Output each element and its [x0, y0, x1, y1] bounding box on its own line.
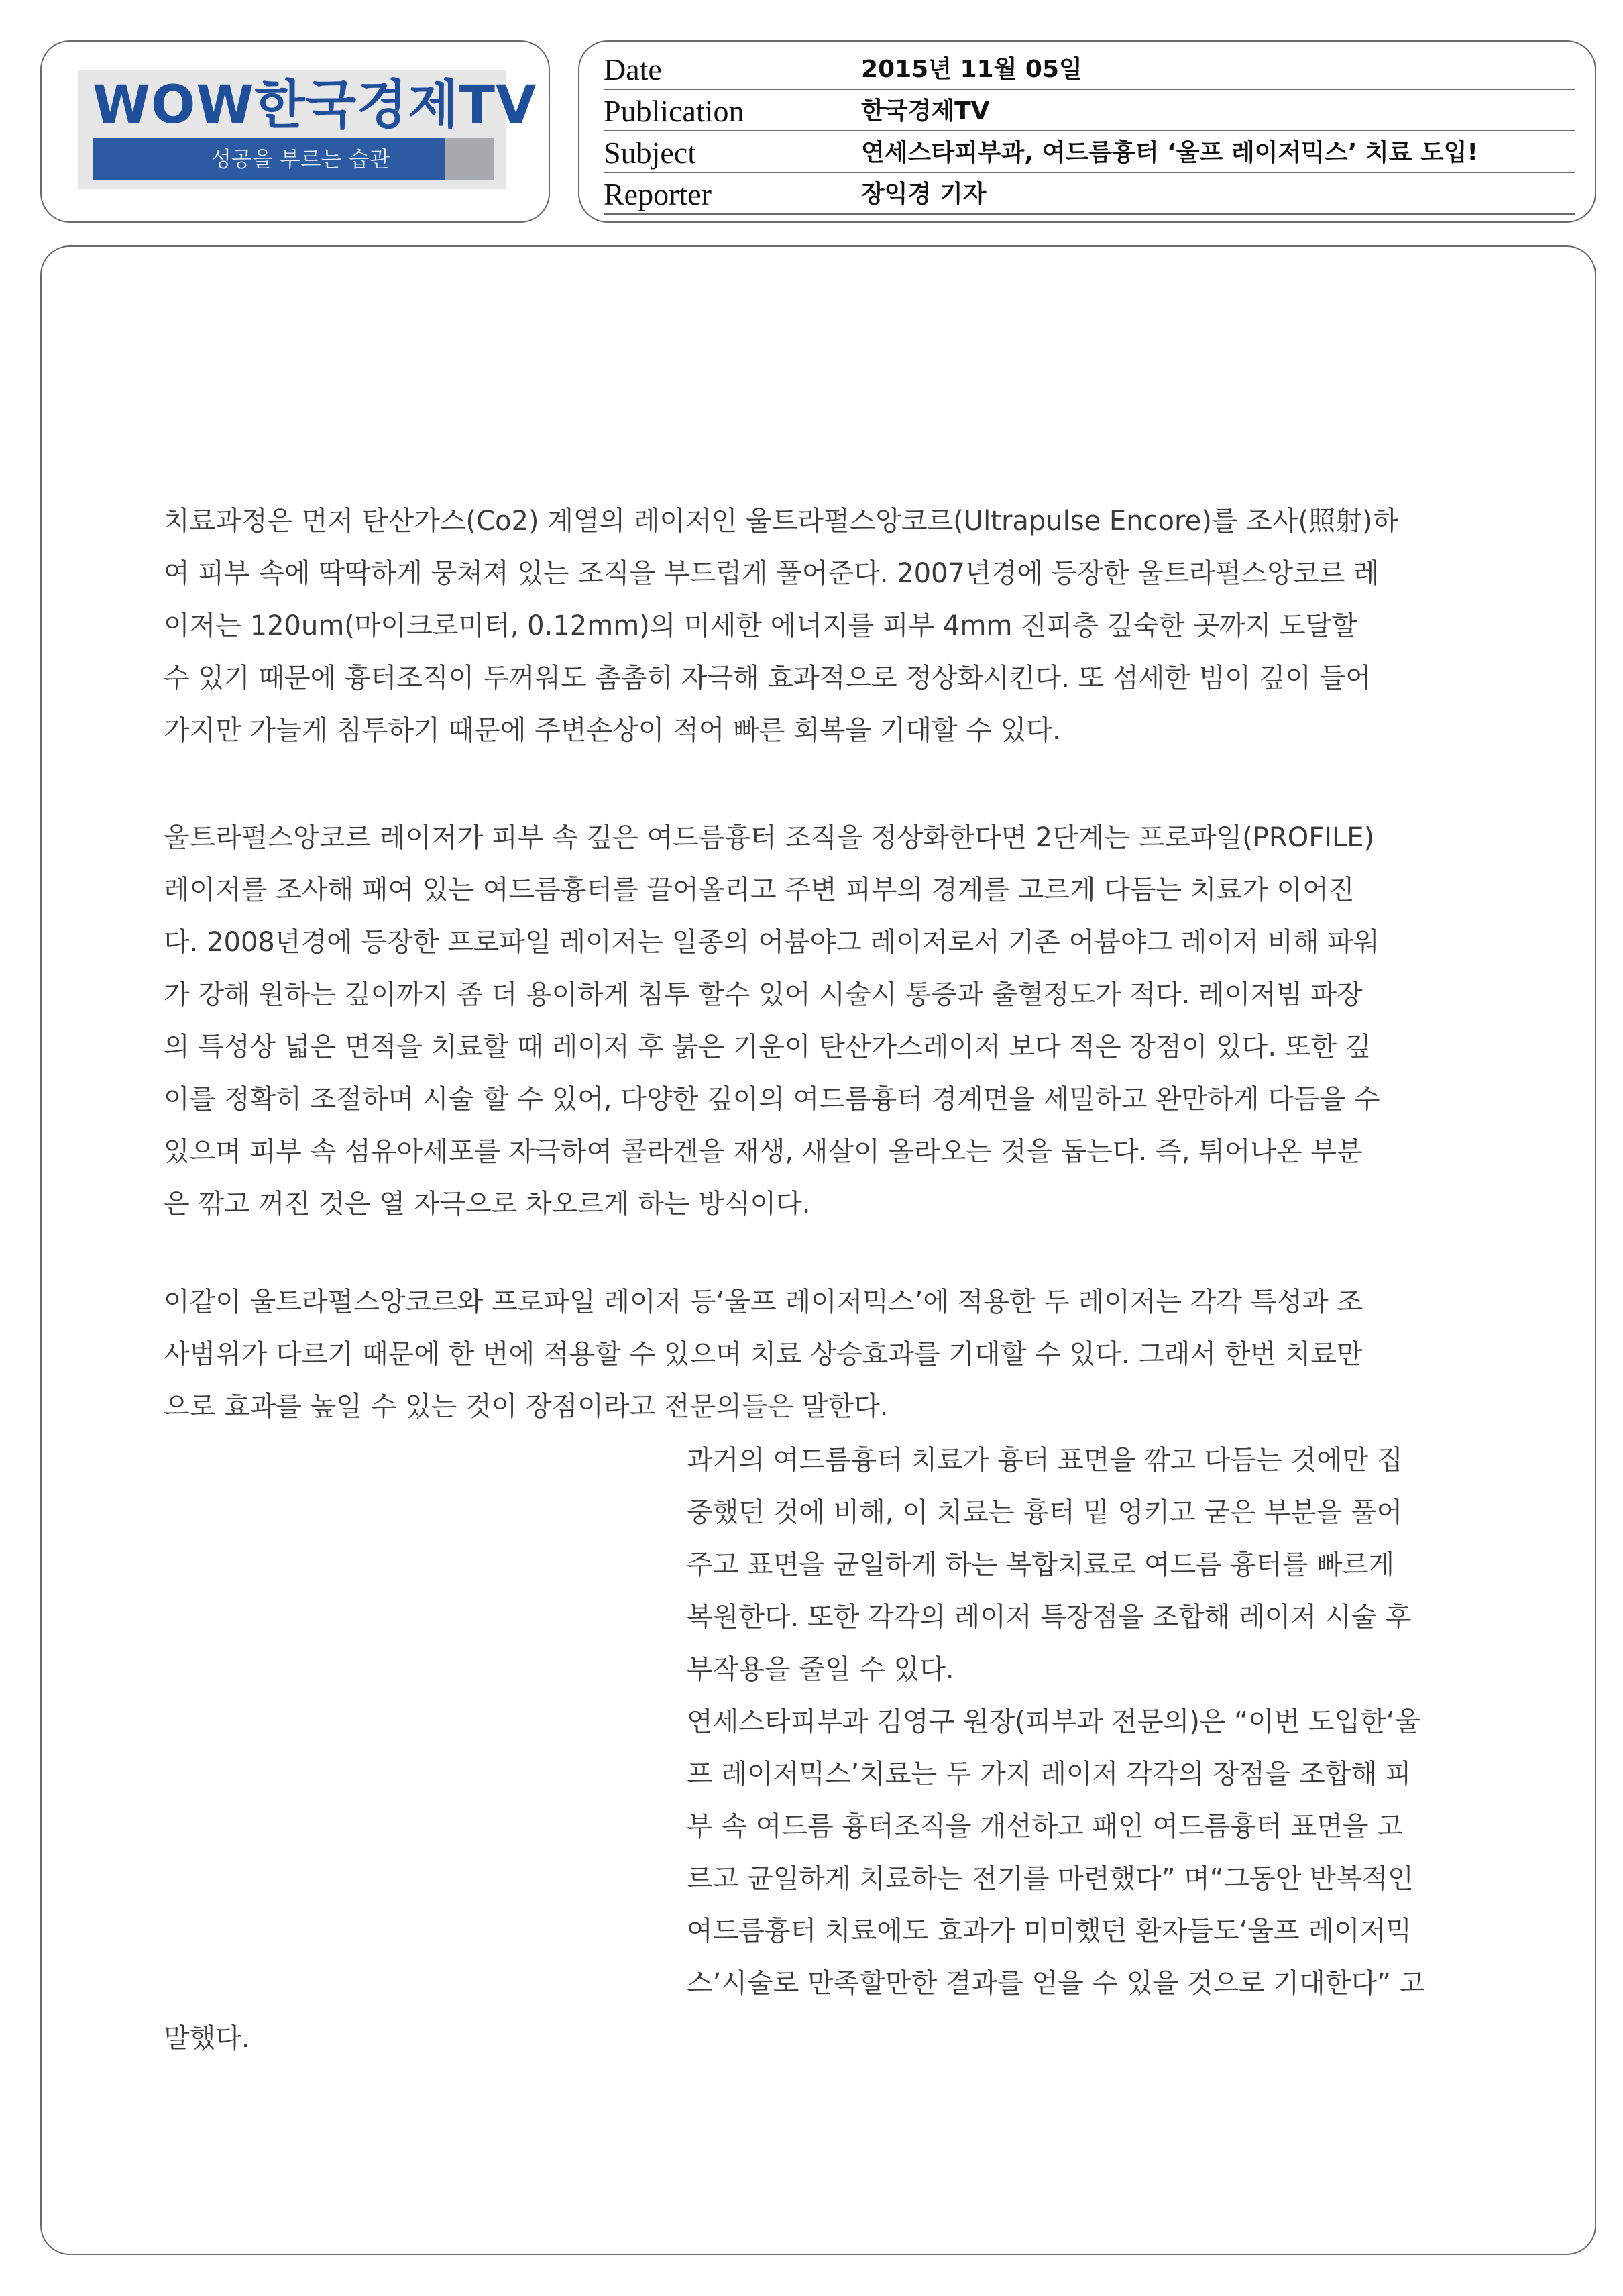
publication-label: Publication — [604, 94, 744, 128]
subject-label: Subject — [604, 135, 696, 170]
article-paragraph-5: 연세스타피부과 김영구 원장(피부과 전문의)은 “이번 도입한‘울 프 레이저믹스’치료는 두 가지 레이저 각각의 장점을 조합해 피 부 속 여드름 흉터조직을 개선하고 패인 여드름흉터 표면을 고 르고 균일하게 치료하는 전기를 마련했다” 며“그동안 반복적인 여드름흉터 치료에도 효과가 미미했던 환자들도‘울프 레이저믹 스’시술로 만족할만한 결과를 얻을 수 있을 것으로 기대한다” 고 — [687, 1706, 1426, 1999]
publisher-logo — [78, 70, 537, 189]
logo-tagline-bar — [93, 138, 494, 180]
info-row-reporter — [604, 173, 1575, 215]
logo-wordmark: WOW한국경제TV — [93, 75, 537, 135]
date-label: Date — [604, 52, 662, 87]
logo-box — [40, 40, 550, 223]
logo-bar-accent — [445, 138, 494, 180]
publication-value: 한국경제TV — [861, 97, 990, 125]
reporter-value: 장익경 기자 — [861, 180, 987, 208]
subject-value: 연세스타피부과, 여드름흉터 ‘울프 레이저믹스’ 치료 도입! — [861, 139, 1478, 166]
reporter-label: Reporter — [604, 177, 712, 211]
article-paragraph-1: 치료과정은 먼저 탄산가스(Co2) 계열의 레이저인 울트라펄스앙코르(Ultrapulse Encore)를 조사(照射)하 여 피부 속에 딱딱하게 뭉쳐져 있는 조직을 부드럽게 풀어준다. 2007년경에 등장한 울트라펄스앙코르 레 이저는 120um(마이크로미터, 0.12mm)의 미세한 에너지를 피부 4mm 진피층 깊숙한 곳까지 도달할 수 있기 때문에 흉터조직이 두꺼워도 촘촘히 자극해 효과적으로 정상화시킨다. 또 섬세한 빔이 깊이 들어 가지만 가늘게 침투하기 때문에 주변손상이 적어 빠른 회복을 기대할 수 있다. — [164, 506, 1399, 746]
info-row-subject — [604, 131, 1575, 173]
info-row-date — [604, 48, 1575, 90]
article-paragraph-2: 울트라펄스앙코르 레이저가 피부 속 깊은 여드름흉터 조직을 정상화한다면 2단계는 프로파일(PROFILE) 레이저를 조사해 패여 있는 여드름흉터를 끌어올리고 주변 피부의 경계를 고르게 다듬는 치료가 이어진 다. 2008년경에 등장한 프로파일 레이저는 일종의 어븀야그 레이저로서 기존 어븀야그 레이저 비해 파워 가 강해 원하는 깊이까지 좀 더 용이하게 침투 할수 있어 시술시 통증과 출혈정도가 적다. 레이저빔 파장 의 특성상 넓은 면적을 치료할 때 레이저 후 붉은 기운이 탄산가스레이저 보다 적은 장점이 있다. 또한 깊 이를 정확히 조절하며 시술 할 수 있어, 다양한 깊이의 여드름흉터 경계면을 세밀하고 완만하게 다듬을 수 있으며 피부 속 섬유아세포를 자극하여 콜라겐을 재생, 새살이 올라오는 것을 돕는다. 즉, 튀어나온 부분 은 깎고 꺼진 것은 열 자극으로 차오르게 하는 방식이다. — [164, 822, 1380, 1219]
info-row-publication — [604, 90, 1575, 131]
article-closing: 말했다. — [164, 2023, 250, 2054]
logo-tagline: 성공을 부르는 습관 — [211, 146, 390, 172]
date-value: 2015년 11월 05일 — [861, 56, 1082, 83]
article-info-box — [578, 40, 1596, 223]
article-paragraph-3: 이같이 울트라펄스앙코르와 프로파일 레이저 등‘울프 레이저믹스’에 적용한 두 레이저는 각각 특성과 조 사범위가 다르기 때문에 한 번에 적용할 수 있으며 치료 상승효과를 기대할 수 있다. 그래서 한번 치료만 으로 효과를 높일 수 있는 것이 장점이라고 전문의들은 말한다. — [164, 1287, 1363, 1422]
article-paragraph-4: 과거의 여드름흉터 치료가 흉터 표면을 깎고 다듬는 것에만 집 중했던 것에 비해, 이 치료는 흉터 밑 엉키고 굳은 부분을 풀어 주고 표면을 균일하게 하는 복합치료로 여드름 흉터를 빠르게 복원한다. 또한 각각의 레이저 특장점을 조합해 레이저 시술 후 부작용을 줄일 수 있다. — [687, 1445, 1412, 1685]
